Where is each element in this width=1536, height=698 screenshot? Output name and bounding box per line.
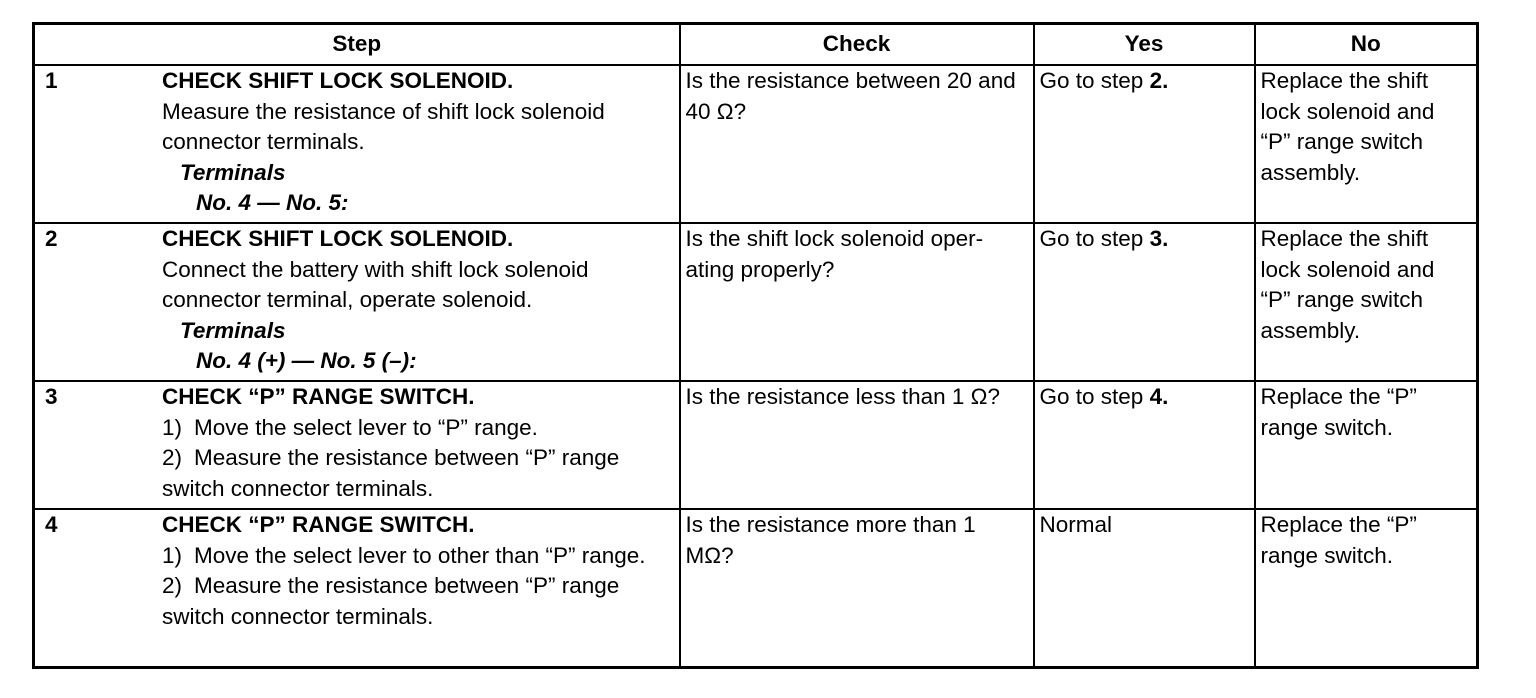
yes-step-number: 3. [1149, 226, 1169, 251]
no-cell: Replace the “P” range switch. [1255, 381, 1478, 509]
terminals-label: Terminals [180, 159, 286, 185]
check-cell: Is the resistance less than 1 Ω? [680, 381, 1034, 509]
list-item-text: Measure the resistance between “P” range switch connector terminals. [162, 445, 620, 501]
step-cell [34, 381, 680, 509]
check-cell: Is the shift lock solenoid oper-ating properly? [680, 223, 1034, 381]
step-number: 4 [45, 512, 58, 537]
header-yes: Yes [1034, 24, 1255, 66]
yes-text: Normal [1039, 512, 1113, 537]
list-item [162, 413, 667, 444]
yes-step-number: 4. [1149, 384, 1169, 409]
yes-text: Go to step [1039, 68, 1150, 93]
list-item [162, 571, 667, 632]
yes-step-number: 2. [1149, 68, 1169, 93]
check-cell: Is the resistance more than 1 MΩ? [680, 509, 1034, 667]
list-item-text: Move the select lever to other than “P” range. [194, 542, 646, 568]
yes-cell [1034, 509, 1255, 667]
table-row [34, 223, 1478, 381]
yes-cell [1034, 65, 1255, 223]
list-item-text: Measure the resistance between “P” range switch connector terminals. [162, 573, 620, 629]
table-header-row [34, 24, 1478, 66]
yes-text: Go to step [1039, 226, 1150, 251]
header-check: Check [680, 24, 1034, 66]
table-row [34, 65, 1478, 223]
list-item-text: Move the select lever to “P” range. [194, 414, 538, 440]
step-cell [34, 509, 680, 667]
list-item [162, 541, 667, 572]
list-item-number: 2) [162, 573, 183, 598]
diagnostic-table [32, 22, 1479, 669]
list-item [162, 443, 667, 504]
header-step: Step [34, 24, 680, 66]
step-number: 3 [45, 384, 58, 409]
terminals-value: No. 4 (+) — No. 5 (–): [196, 348, 417, 373]
no-cell: Replace the “P” range switch. [1255, 509, 1478, 667]
no-cell: Replace the shift lock solenoid and “P” range switch assembly. [1255, 65, 1478, 223]
yes-text: Go to step [1039, 384, 1150, 409]
terminals-value: No. 4 — No. 5: [196, 190, 349, 215]
yes-cell [1034, 381, 1255, 509]
yes-cell [1034, 223, 1255, 381]
step-title: CHECK “P” RANGE SWITCH. [162, 512, 475, 537]
step-cell [34, 65, 680, 223]
step-title: CHECK “P” RANGE SWITCH. [162, 384, 475, 409]
no-cell: Replace the shift lock solenoid and “P” range switch assembly. [1255, 223, 1478, 381]
step-cell [34, 223, 680, 381]
table-row [34, 381, 1478, 509]
list-item-number: 1) [162, 414, 183, 440]
step-title: CHECK SHIFT LOCK SOLENOID. [162, 68, 514, 93]
step-description: Connect the battery with shift lock solenoid connector terminal, operate solenoid. [162, 256, 589, 312]
check-cell: Is the resistance between 20 and 40 Ω? [680, 65, 1034, 223]
list-item-number: 2) [162, 445, 183, 470]
diagnostic-procedure-sheet [32, 22, 1476, 669]
step-title: CHECK SHIFT LOCK SOLENOID. [162, 226, 514, 251]
list-item-number: 1) [162, 542, 183, 568]
table-row [34, 509, 1478, 667]
terminals-label: Terminals [180, 317, 286, 343]
step-description: Measure the resistance of shift lock solenoid connector terminals. [162, 98, 605, 154]
step-number: 1 [45, 68, 58, 93]
step-number: 2 [45, 226, 58, 251]
header-no: No [1255, 24, 1478, 66]
